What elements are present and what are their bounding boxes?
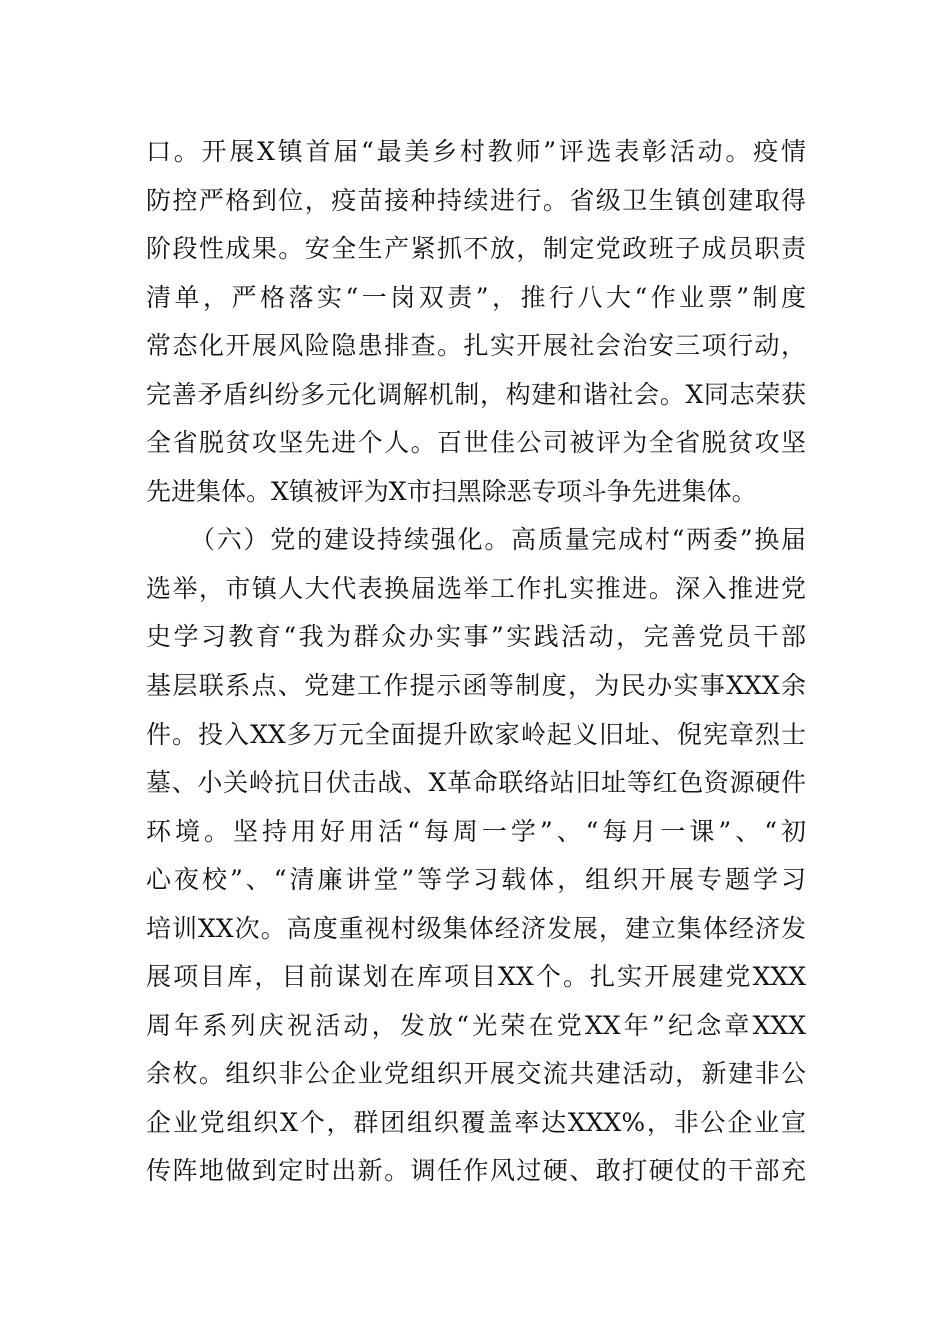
text-line: 心夜校”、“清廉讲堂”等学习载体，组织开展专题学习	[146, 865, 806, 895]
text-line: 展项目库，目前谋划在库项目XX个。扎实开展建党XXX	[146, 962, 806, 992]
text-line: 件。投入XX多万元全面提升欧家岭起义旧址、倪宪章烈士	[146, 719, 806, 749]
text-line: 余枚。组织非公企业党组织开展交流共建活动，新建非公	[146, 1059, 806, 1089]
text-line: 口。开展X镇首届“最美乡村教师”评选表彰活动。疫情	[146, 137, 806, 166]
body-text	[146, 128, 806, 1196]
text-line: 完善矛盾纠纷多元化调解机制，构建和谐社会。X同志荣获	[146, 379, 806, 409]
text-line: 选举，市镇人大代表换届选举工作扎实推进。深入推进党	[146, 573, 806, 603]
text-line: 史学习教育“我为群众办实事”实践活动，完善党员干部	[146, 622, 806, 652]
text-line: 全省脱贫攻坚先进个人。百世佳公司被评为全省脱贫攻坚	[146, 428, 806, 458]
text-line: 培训XX次。高度重视村级集体经济发展，建立集体经济发	[146, 913, 806, 943]
text-line: 周年系列庆祝活动，发放“光荣在党XX年”纪念章XXX	[146, 1010, 806, 1040]
text-line: 常态化开展风险隐患排查。扎实开展社会治安三项行动，	[146, 331, 806, 361]
text-line: 阶段性成果。安全生产紧抓不放，制定党政班子成员职责	[146, 234, 806, 264]
text-line: 基层联系点、党建工作提示函等制度，为民办实事XXX余	[146, 671, 806, 701]
text-line: 防控严格到位，疫苗接种持续进行。省级卫生镇创建取得	[146, 185, 806, 215]
text-line: 传阵地做到定时出新。调任作风过硬、敢打硬仗的干部充	[146, 1156, 806, 1186]
text-line: 清单，严格落实“一岗双责”，推行八大“作业票”制度	[146, 282, 806, 312]
section-heading-line: （六）党的建设持续强化。高质量完成村“两委”换届	[190, 525, 806, 555]
text-line: 墓、小关岭抗日伏击战、X革命联络站旧址等红色资源硬件	[146, 768, 806, 798]
text-line: 先进集体。X镇被评为X市扫黑除恶专项斗争先进集体。	[146, 476, 757, 506]
text-line: 企业党组织X个，群团组织覆盖率达XXX%，非公企业宣	[146, 1107, 806, 1137]
text-line: 环境。坚持用好用活“每周一学”、“每月一课”、“初	[146, 816, 806, 846]
